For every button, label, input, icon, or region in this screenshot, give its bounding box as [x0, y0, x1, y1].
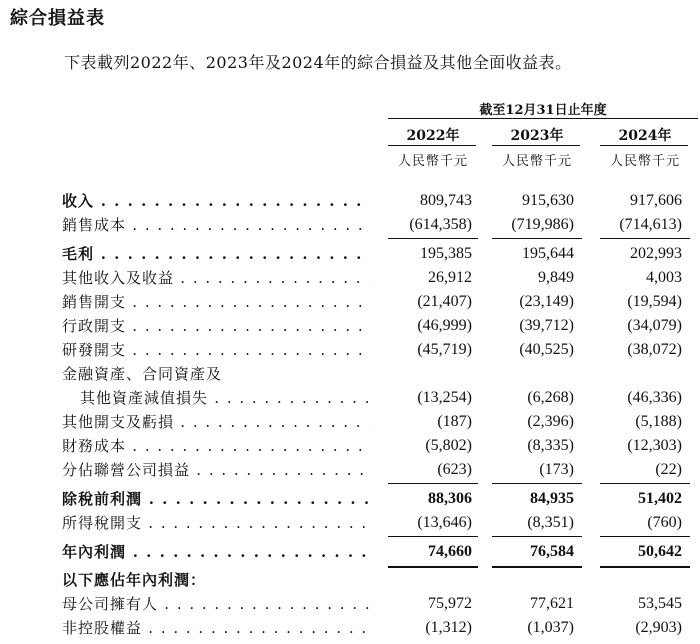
row-label: 母公司擁有人 . . .: [62, 592, 370, 616]
value-2022: (46,999): [417, 317, 472, 334]
value-2022: 26,912: [428, 269, 472, 286]
value-2024: 50,642: [638, 543, 682, 560]
value-2022: (13,254): [417, 389, 472, 406]
period-rule: [388, 118, 698, 119]
row-label: 分佔聯營公司損益 . . .: [62, 458, 370, 482]
value-2023: 77,621: [530, 595, 574, 612]
value-2024: (34,079): [627, 317, 682, 334]
value-2023: 9,849: [538, 269, 574, 286]
row-label: 財務成本 . . .: [62, 434, 370, 458]
value-2023: (1,037): [527, 619, 574, 636]
row-gross-profit: [0, 242, 700, 266]
row-label: 以下應佔年內利潤：: [62, 571, 207, 589]
value-2024: (5,188): [635, 413, 682, 430]
value-2024: 51,402: [638, 490, 682, 507]
value-2023: (40,525): [519, 341, 574, 358]
value-2022: 75,972: [428, 595, 472, 612]
value-2022: (5,802): [425, 437, 472, 454]
value-2024: (714,613): [619, 216, 682, 233]
row-income-tax: [0, 511, 700, 535]
row-label: 年內利潤 . . .: [62, 540, 370, 564]
column-unit: 人民幣千元: [397, 154, 468, 169]
value-2022: (623): [437, 461, 472, 478]
row-owners-of-parent: [0, 592, 700, 616]
period-header: 截至12月31日止年度: [479, 103, 607, 118]
row-revenue: [0, 189, 700, 213]
subtotal-rule: [388, 238, 478, 239]
value-2023: (6,268): [527, 389, 574, 406]
row-label: 行政開支 . . .: [62, 314, 370, 338]
intro-text: 下表載列2022年、2023年及2024年的綜合損益及其他全面收益表。: [64, 53, 572, 72]
value-2022: 809,743: [420, 192, 472, 209]
value-2022: (614,358): [409, 216, 472, 233]
value-2024: (38,072): [627, 341, 682, 358]
column-unit: 人民幣千元: [609, 154, 680, 169]
column-year-2022: 2022年: [406, 128, 460, 144]
value-2024: 917,606: [630, 192, 682, 209]
row-label: 所得稅開支 . . .: [62, 511, 370, 535]
row-non-controlling-interests: [0, 616, 700, 640]
row-rd-expenses: [0, 338, 700, 362]
value-2023: 84,935: [530, 490, 574, 507]
value-2024: (19,594): [627, 293, 682, 310]
row-label: 除稅前利潤 . . .: [62, 487, 370, 511]
value-2023: 915,630: [522, 192, 574, 209]
value-2023: 76,584: [530, 543, 574, 560]
value-2024: (46,336): [627, 389, 682, 406]
subtotal-rule: [600, 483, 690, 484]
row-profit-before-tax: [0, 487, 700, 511]
value-2023: (23,149): [519, 293, 574, 310]
row-admin-expenses: [0, 314, 700, 338]
row-label: 金融資產、合同資產及: [62, 365, 223, 383]
value-2022: 195,385: [420, 245, 472, 262]
value-2024: (760): [647, 514, 682, 531]
row-other-expenses: [0, 410, 700, 434]
subtotal-rule: [492, 483, 582, 484]
value-2022: (21,407): [417, 293, 472, 310]
value-2023: (8,351): [527, 514, 574, 531]
value-2024: (22): [655, 461, 682, 478]
value-2023: 195,644: [522, 245, 574, 262]
value-2024: 4,003: [646, 269, 682, 286]
row-finance-costs: [0, 434, 700, 458]
column-rule: [388, 145, 476, 146]
column-year-2024: 2024年: [618, 128, 672, 144]
row-selling-expenses: [0, 290, 700, 314]
row-share-of-associates: [0, 458, 700, 482]
value-2024: 202,993: [630, 245, 682, 262]
column-unit: 人民幣千元: [501, 154, 572, 169]
section-title: 綜合損益表: [10, 8, 105, 29]
subtotal-rule: [492, 536, 582, 537]
value-2023: (719,986): [511, 216, 574, 233]
row-label: 其他收入及收益 . . .: [62, 266, 370, 290]
value-2022: (13,646): [417, 514, 472, 531]
row-label: 其他開支及虧損 . . .: [62, 410, 370, 434]
value-2022: 88,306: [428, 490, 472, 507]
column-year-2023: 2023年: [510, 128, 564, 144]
row-label: 銷售成本 . . .: [62, 213, 370, 237]
row-attributable-heading: [0, 568, 700, 592]
row-label: 毛利 . . .: [62, 242, 370, 266]
column-rule: [492, 145, 580, 146]
value-2024: (12,303): [627, 437, 682, 454]
value-2024: 53,545: [638, 595, 682, 612]
value-2024: (2,903): [635, 619, 682, 636]
value-2022: (45,719): [417, 341, 472, 358]
subtotal-rule: [388, 536, 478, 537]
row-label: 銷售開支 . . .: [62, 290, 370, 314]
column-rule: [600, 145, 688, 146]
value-2022: (1,312): [425, 619, 472, 636]
value-2023: (2,396): [527, 413, 574, 430]
row-other-income: [0, 266, 700, 290]
value-2022: 74,660: [428, 543, 472, 560]
row-label: 收入 . . .: [62, 189, 370, 213]
row-impairment-losses: [0, 386, 700, 410]
value-2022: (187): [437, 413, 472, 430]
value-2023: (39,712): [519, 317, 574, 334]
row-cost-of-sales: [0, 213, 700, 237]
subtotal-rule: [600, 238, 690, 239]
row-impairment-heading: [0, 362, 700, 386]
row-label: 研發開支 . . .: [62, 338, 370, 362]
row-label: 其他資產減值損失 . . .: [80, 386, 370, 410]
subtotal-rule: [492, 238, 582, 239]
subtotal-rule: [388, 483, 478, 484]
subtotal-rule: [600, 536, 690, 537]
value-2023: (8,335): [527, 437, 574, 454]
row-profit-for-year: [0, 540, 700, 564]
row-label: 非控股權益 . . .: [62, 616, 370, 640]
value-2023: (173): [539, 461, 574, 478]
